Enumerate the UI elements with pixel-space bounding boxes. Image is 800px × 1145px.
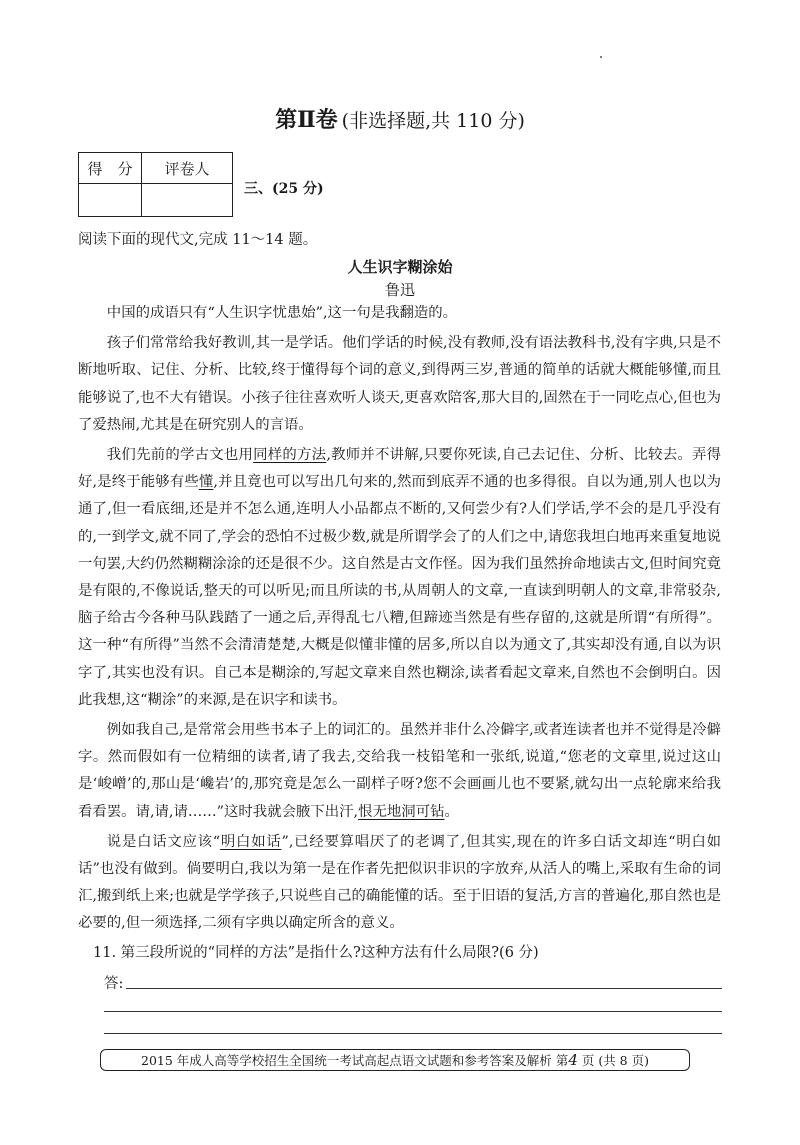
answer-line[interactable]: [126, 988, 722, 989]
answer-line[interactable]: [104, 1033, 722, 1034]
paragraph-4-text-b: 。: [444, 803, 459, 820]
page-footer: [100, 1049, 690, 1071]
footer-page-suffix: 页 (共 8 页): [581, 1053, 649, 1068]
question-11: 11. 第三段所说的“同样的方法”是指什么?这种方法有什么局限?(6 分): [93, 945, 539, 961]
volume-label: 第Ⅱ卷: [275, 107, 338, 133]
footer-page-prefix: 第: [555, 1053, 569, 1068]
volume-subtitle: (非选择题,共 110 分): [341, 110, 525, 132]
score-header: 得 分: [79, 153, 142, 184]
paragraph-2: 孩子们常常给我好教训,其一是学话。他们学话的时候,没有教师,没有语法教科书,没有字典,只是不断地听取、记住、分析、比较,终于懂得每个词的意义,到得两三岁,普通的简单的话就大概能够懂,而且能够说了,也不大有错误。小孩子往往喜欢听人谈天,更喜欢陪客,那大目的,固然在于一同吃点心,但也为了爱热闹,尤其是在研究别人的言语。: [78, 335, 721, 433]
paragraph-5: [78, 829, 721, 938]
paragraph-5-text-b: ”,已经要算唱厌了的老调了,但其实,现在的许多白话文却连“明白如话”也没有做到。倘要明白,我以为第一是在作者先把似识非识的字放弃,从活人的嘴上,采取有生命的词汇,搬到纸上来;也就是学学孩子,只说些自己的确能懂的话。至于旧语的复活,方言的普遍化,那自然也是必要的,但一须选择,二须有字典以确定所含的意义。: [78, 833, 721, 932]
footer-page-number: 4: [568, 1051, 578, 1069]
underlined-phrase-understand: 懂: [198, 474, 214, 491]
paragraph-1: 中国的成语只有“人生识字忧患始”,这一句是我翻造的。: [106, 305, 458, 321]
article-author: 鲁迅: [384, 281, 415, 299]
instruction: 阅读下面的现代文,完成 11～14 题。: [78, 232, 318, 248]
grader-header: 评卷人: [142, 153, 233, 184]
article-title: 人生识字糊涂始: [347, 258, 453, 276]
paragraph-3: [78, 442, 721, 714]
score-cell: [79, 184, 142, 217]
paragraph-3-text-b: ,教师并不讲解,只要你死读,自己去记住、分析、比较去。弄得好,是终于能够有些: [78, 447, 721, 491]
paragraph-3-text-a: 我们先前的学古文也用: [106, 447, 254, 464]
section-label: 三、(25 分): [244, 181, 324, 197]
paragraph-4: [78, 717, 721, 826]
underlined-phrase-plain-speech: 明白如话: [220, 833, 282, 850]
paragraph-5-text-a: 说是白话文应该“: [106, 833, 221, 850]
answer-label: 答:: [104, 976, 124, 992]
underlined-phrase-same-method: 同样的方法: [253, 447, 327, 464]
underlined-phrase-no-hole: 恨无地洞可钻: [358, 803, 445, 820]
grader-cell: [142, 184, 233, 217]
score-table: [78, 152, 233, 217]
article-body: [78, 300, 721, 941]
paragraph-4-text-a: 例如我自己,是常常会用些书本子上的词汇的。虽然并非什么冷僻字,或者连读者也并不觉得是冷僻字。然而假如有一位精细的读者,请了我去,交给我一枝铅笔和一张纸,说道,“您老的文章里,说过这山是‘峻嶒’的,那山是‘巉岩’的,那究竟是怎么一副样子呀?您不会画画儿也不要紧,就勾出一点轮廓来给我看看罢。请,请,请……”这时我就会腋下出汗,: [78, 722, 721, 820]
answer-line[interactable]: [104, 1011, 722, 1012]
scan-speck: [600, 56, 602, 58]
page-title: [0, 103, 800, 134]
footer-exam-title: 2015 年成人高等学校招生全国统一考试高起点语文试题和参考答案及解析: [141, 1053, 552, 1068]
paragraph-3-text-c: ,并且竟也可以写出几句来的,然而到底弄不通的也多得很。自以为通,别人也以为通了,但一看底细,还是并不怎么通,连明人小品都点不断的,又何尝少有?人们学话,学不会的是几乎没有的,一到学文,就不同了,学会的恐怕不过极少数,就是所谓学会了的人们之中,请您我坦白地再来重复地说一句罢,大约仍然糊糊涂涂的还是很不少。这自然是古文作怪。因为我们虽然拚命地读古文,但时间究竟是有限的,不像说话,整天的可以听见;而且所读的书,从周朝人的文章,一直读到明朝人的文章,非常驳杂,脑子给古今各种马队践踏了一通之后,弄得乱七八糟,但蹄迹当然是有些存留的,这就是所谓“有所得”。这一种“有所得”当然不会清清楚楚,大概是似懂非懂的居多,所以自以为通文了,其实却没有通,自以为识字了,其实也没有识。自己本是糊涂的,写起文章来自然也糊涂,读者看起文章来,自然也不会倒明白。因此我想,这“糊涂”的来源,是在识字和读书。: [78, 474, 721, 708]
